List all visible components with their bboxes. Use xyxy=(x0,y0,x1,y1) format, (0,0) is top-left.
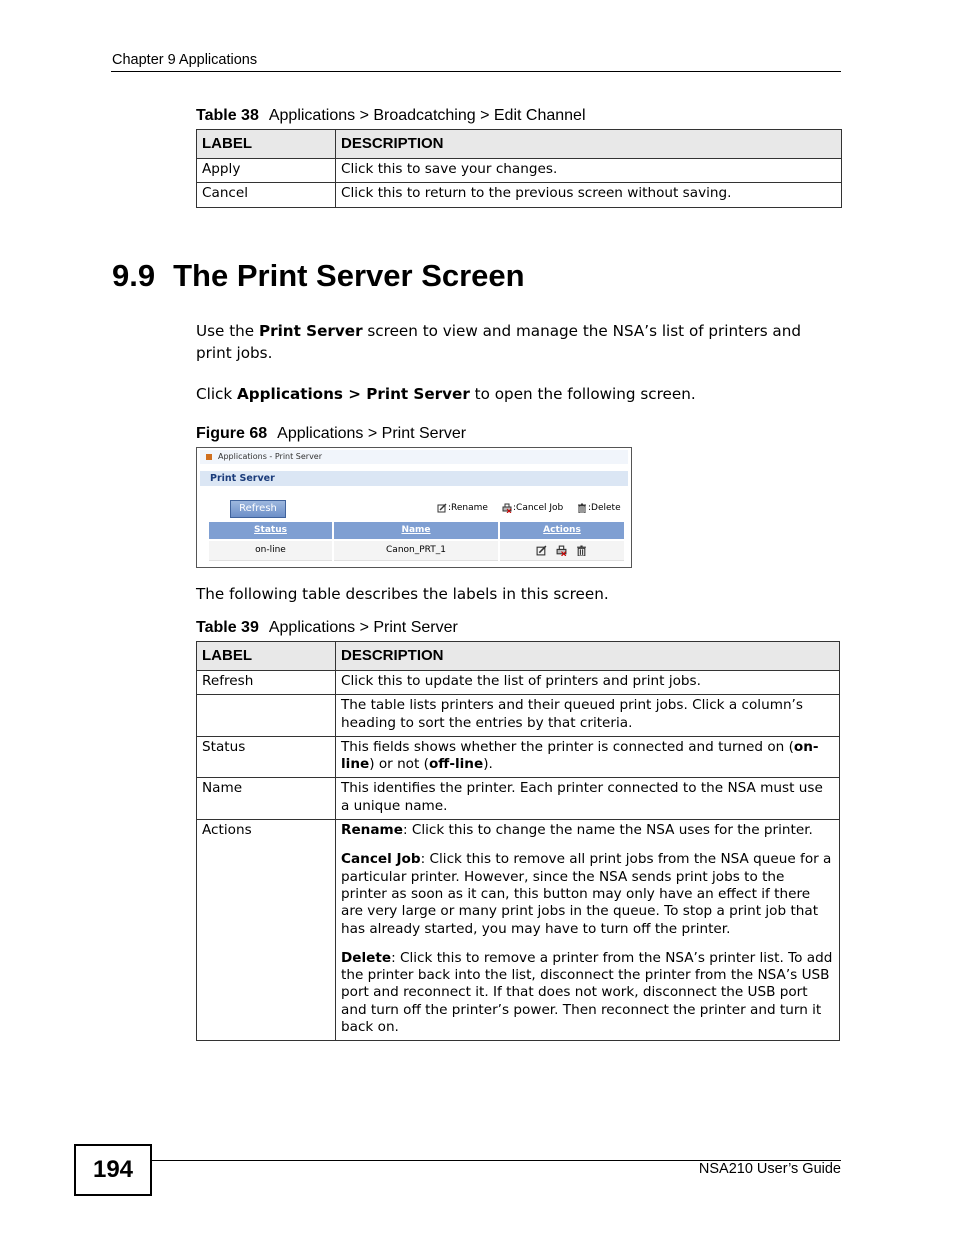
table-row xyxy=(197,695,840,737)
cancel-job-description xyxy=(341,851,834,937)
table38 xyxy=(196,129,842,208)
trash-icon xyxy=(577,503,587,513)
row-label: Name xyxy=(197,778,336,820)
bold-term: Rename xyxy=(341,822,403,839)
row-description: This identifies the printer. Each printer connected to the NSA must use a unique name. xyxy=(336,778,840,820)
text-run: Click xyxy=(196,385,238,403)
text-run: : Click this to remove all print jobs from the NSA queue for a particular printer. However, since the NSA sends print jobs to the printer as soon as it can, this button may only have an effect if there are very large or many print jobs in the queue. To stop a print job that has already started, you may have to turn off the printer. xyxy=(341,851,832,937)
table39-number: Table 39 xyxy=(196,619,259,636)
table-row xyxy=(197,778,840,820)
panel-title: Print Server xyxy=(200,471,628,486)
refresh-button[interactable]: Refresh xyxy=(230,500,286,518)
table38-caption xyxy=(196,107,586,125)
row-description xyxy=(336,736,840,778)
figure68-title: Applications > Print Server xyxy=(277,425,467,442)
text-run: ) or not ( xyxy=(369,756,429,773)
folder-icon xyxy=(206,454,212,460)
intro-paragraph xyxy=(196,320,836,364)
row-label: Cancel xyxy=(197,183,336,207)
bold-term: Cancel Job xyxy=(341,851,421,868)
col-label-header: LABEL xyxy=(197,642,336,671)
rename-description xyxy=(341,822,834,839)
column-header-name[interactable]: Name xyxy=(334,522,498,539)
row-description: The table lists printers and their queued print jobs. Click a column’s heading to sort the entries by that criteria. xyxy=(336,695,840,737)
table39-caption xyxy=(196,619,458,637)
column-header-actions[interactable]: Actions xyxy=(500,522,624,539)
legend-cancel-job xyxy=(502,502,563,514)
bold-term: Print Server xyxy=(258,322,363,340)
table-header-row xyxy=(197,130,842,159)
section-number: 9.9 xyxy=(112,258,156,293)
print-server-screenshot xyxy=(196,447,632,568)
table-row xyxy=(197,671,840,695)
rename-icon[interactable] xyxy=(536,545,547,556)
row-description: Click this to update the list of printers and print jobs. xyxy=(336,671,840,695)
text-run: : Click this to remove a printer from the NSA’s printer list. To add the printer back into the list, disconnect the printer from the NSA’s USB port and reconnect it. If that does not work, disconnect the USB port and turn off the printer’s power. Then reconnect the printer and turn it back on. xyxy=(341,949,833,1036)
cancel-job-icon[interactable] xyxy=(556,545,567,556)
breadcrumb-text: Applications - Print Server xyxy=(218,452,323,461)
col-label-header: LABEL xyxy=(197,130,336,159)
cancel-job-icon xyxy=(502,503,512,513)
breadcrumb xyxy=(200,450,628,464)
bold-term: on-line xyxy=(341,738,819,773)
table-intro-paragraph: The following table describes the labels in this screen. xyxy=(196,585,609,603)
navigation-paragraph xyxy=(196,383,836,405)
printer-name-cell: Canon_PRT_1 xyxy=(334,541,498,561)
table-row xyxy=(197,820,840,1041)
table-row xyxy=(197,183,842,207)
legend-rename-label: :Rename xyxy=(448,503,488,513)
page-number: 194 xyxy=(74,1144,152,1196)
figure68-caption xyxy=(196,425,466,443)
table-row xyxy=(197,159,842,183)
bold-term: Delete xyxy=(341,949,392,966)
section-title: The Print Server Screen xyxy=(173,258,525,293)
legend-rename xyxy=(437,502,488,514)
text-run: ). xyxy=(483,756,493,773)
legend-delete-label: :Delete xyxy=(588,503,621,513)
legend-delete xyxy=(577,502,621,514)
row-label: Status xyxy=(197,736,336,778)
header-rule xyxy=(111,71,841,72)
row-label: Refresh xyxy=(197,671,336,695)
text-run: Use the xyxy=(196,322,259,340)
row-label xyxy=(197,695,336,737)
table-row xyxy=(197,736,840,778)
running-header: Chapter 9 Applications xyxy=(112,52,258,68)
bold-term: off-line xyxy=(428,756,484,773)
table38-title: Applications > Broadcatching > Edit Channel xyxy=(268,107,586,124)
row-label: Actions xyxy=(197,820,336,1041)
table39 xyxy=(196,641,840,1041)
rename-icon xyxy=(437,503,447,513)
printer-status-cell: on-line xyxy=(209,541,332,561)
row-description: Click this to return to the previous screen without saving. xyxy=(336,183,842,207)
section-heading xyxy=(112,258,525,294)
running-footer: NSA210 User’s Guide xyxy=(698,1161,841,1177)
table39-title: Applications > Print Server xyxy=(268,619,458,636)
row-description xyxy=(336,820,840,1041)
trash-icon[interactable] xyxy=(576,545,587,556)
figure68-number: Figure 68 xyxy=(196,425,268,442)
text-run: This fields shows whether the printer is connected and turned on ( xyxy=(341,738,794,755)
column-header-status[interactable]: Status xyxy=(209,522,332,539)
col-description-header: DESCRIPTION xyxy=(336,642,840,671)
row-label: Apply xyxy=(197,159,336,183)
table-header-row xyxy=(197,642,840,671)
delete-description xyxy=(341,950,834,1036)
text-run: screen to view and manage the NSA’s list of printers and print jobs. xyxy=(196,322,802,362)
legend-cancel-job-label: :Cancel Job xyxy=(513,503,564,513)
row-description: Click this to save your changes. xyxy=(336,159,842,183)
bold-term: Applications > Print Server xyxy=(237,385,470,403)
table38-number: Table 38 xyxy=(196,107,259,124)
text-run: to open the following screen. xyxy=(469,385,696,403)
text-run: : Click this to change the name the NSA uses for the printer. xyxy=(402,822,813,839)
col-description-header: DESCRIPTION xyxy=(336,130,842,159)
